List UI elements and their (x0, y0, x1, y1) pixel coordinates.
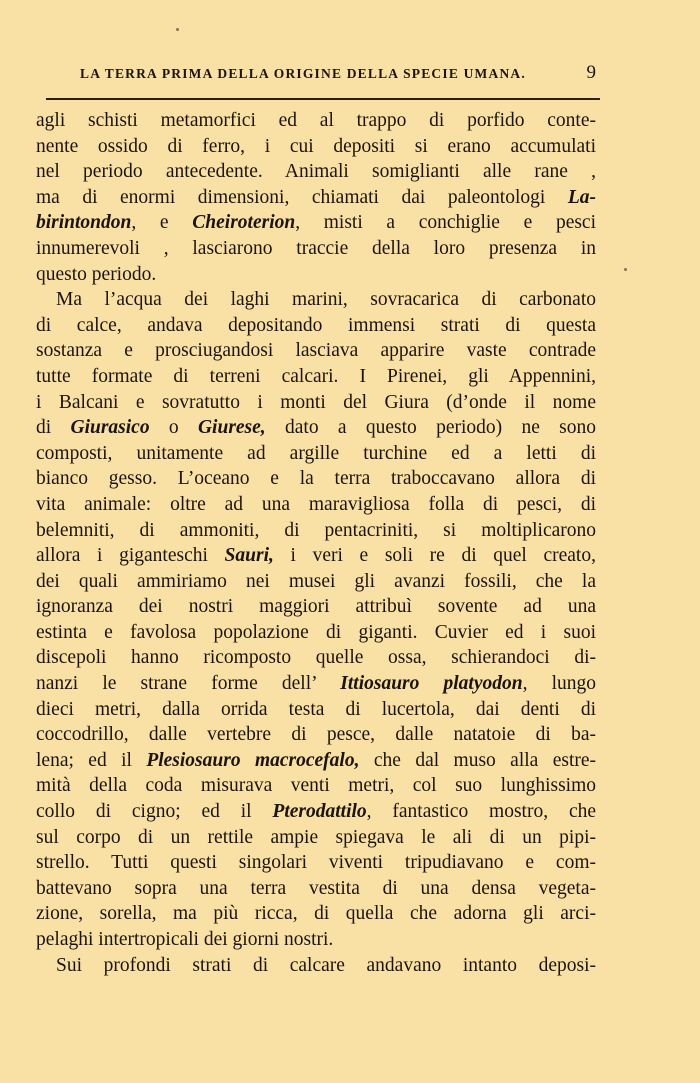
text-segment: , lungo (522, 673, 596, 695)
text-line: composti, unitamente ad argille turchine ed a letti di (36, 442, 596, 464)
text-segment: , e (131, 212, 193, 234)
text-segment: nanzi le strane forme dell’ (36, 673, 341, 695)
ink-speck (624, 268, 627, 271)
text-line: belemniti, di ammoniti, di pentacriniti, si moltiplicarono (36, 519, 596, 541)
text-line: estinta e favolosa popolazione di giganti. Cuvier ed i suoi (36, 621, 596, 643)
text-line: mità della coda misurava venti metri, col suo lunghissimo (36, 775, 596, 797)
text-line (36, 748, 596, 774)
italic-term: Ittiosauro platyodon (340, 673, 523, 695)
text-segment: i veri e soli re di quel creato, (273, 545, 596, 567)
text-segment: che dal muso alla estre- (359, 749, 597, 771)
header-rule (46, 98, 600, 100)
text-line: questo periodo. (36, 263, 157, 285)
text-segment: , fantastico mostro, che (366, 801, 597, 823)
text-line: sostanza e prosciugandosi lasciava apparire vaste contrade (36, 340, 596, 362)
text-line: innumerevoli , lasciarono traccie della loro presenza in (36, 237, 596, 259)
text-line: coccodrillo, dalle vertebre di pesce, dalle natatoie di ba- (36, 724, 596, 746)
text-line: discepoli hanno ricomposto quelle ossa, schierandoci di- (36, 647, 596, 669)
text-segment: , misti a conchiglie e pesci (295, 212, 597, 234)
text-line (36, 415, 596, 441)
page-header (60, 62, 620, 86)
body-text (36, 108, 596, 978)
running-title: LA TERRA PRIMA DELLA ORIGINE DELLA SPECIE UMANA. (80, 66, 526, 81)
text-line: sul corpo di un rettile ampie spiegava le ali di un pipi- (36, 826, 596, 848)
text-line: battevano sopra una terra vestita di una densa vegeta- (36, 877, 596, 899)
text-segment: allora i giganteschi (36, 545, 225, 567)
text-line: Ma l’acqua dei laghi marini, sovracarica di carbonato (56, 289, 596, 311)
italic-term: Giurese, (197, 417, 266, 439)
text-line: nel periodo antecedente. Animali somiglianti alle rane , (36, 161, 596, 183)
text-line (36, 799, 596, 825)
italic-term: Cheiroterion (192, 212, 296, 234)
text-line: bianco gesso. L’oceano e la terra traboccavano allora di (36, 468, 596, 490)
text-line: ignoranza dei nostri maggiori attribuì sovente ad una (36, 596, 596, 618)
page-number: 9 (586, 62, 596, 83)
text-line (36, 543, 596, 569)
text-line (36, 185, 596, 211)
italic-term: birintondon (36, 212, 132, 234)
italic-term: La- (567, 186, 596, 208)
text-line: dei quali ammiriamo nei musei gli avanzi fossili, che la (36, 570, 596, 592)
text-line (36, 210, 596, 236)
text-line: Sui profondi strati di calcare andavano intanto deposi- (56, 954, 596, 976)
italic-term: Pterodattilo (272, 801, 367, 823)
text-segment: di (36, 417, 71, 439)
italic-term: Sauri, (224, 545, 274, 567)
text-line: i Balcani e sovratutto i monti del Giura (d’onde il nome (36, 391, 596, 413)
text-line: nente ossido di ferro, i cui depositi si erano accumulati (36, 135, 596, 157)
text-line: vita animale: oltre ad una maravigliosa folla di pesci, di (36, 493, 596, 515)
text-segment: collo di cigno; ed il (36, 801, 273, 823)
text-segment: dato a questo periodo) ne sono (265, 417, 596, 439)
ink-speck (176, 28, 179, 31)
text-line: agli schisti metamorfici ed al trappo di porfido conte- (36, 110, 596, 131)
text-line: strello. Tutti questi singolari viventi tripudiavano e com- (36, 852, 596, 874)
text-line: tutte formate di terreni calcari. I Pirenei, gli Appennini, (36, 365, 596, 387)
italic-term: Giurasico (70, 417, 150, 439)
text-line: di calce, andava depositando immensi strati di questa (36, 314, 596, 336)
text-segment: ma di enormi dimensioni, chiamati dai paleontologi (36, 186, 568, 208)
text-segment: lena; ed il (36, 749, 147, 771)
text-line: zione, sorella, ma più ricca, di quella che adorna gli arci- (36, 903, 596, 925)
text-line (36, 671, 596, 697)
text-line: dieci metri, dalla orrida testa di lucertola, dai denti di (36, 698, 596, 720)
italic-term: Plesiosauro macrocefalo, (146, 749, 360, 771)
text-line: pelaghi intertropicali dei giorni nostri. (36, 929, 334, 950)
text-segment: o (149, 417, 198, 439)
